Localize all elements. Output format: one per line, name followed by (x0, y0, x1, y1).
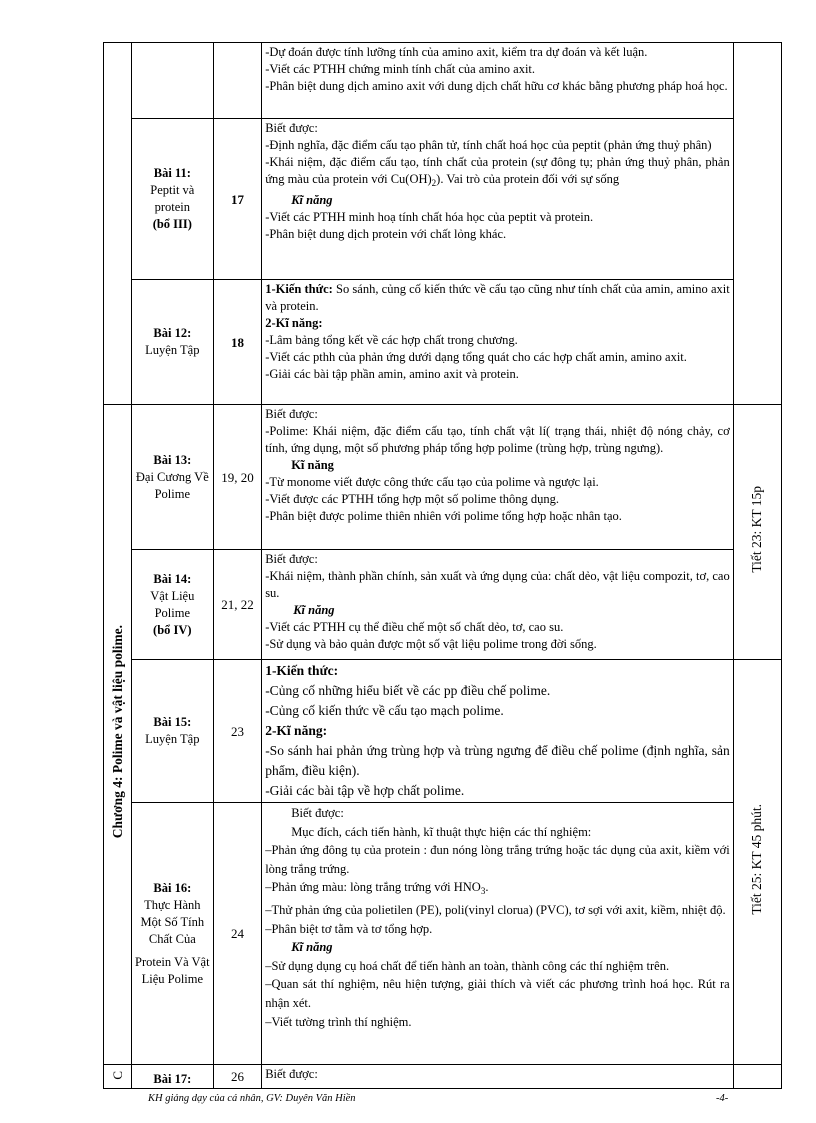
note-cell (733, 405, 781, 660)
subscript: 3 (480, 886, 486, 897)
content-line (265, 154, 730, 192)
skill-heading: Kĩ năng (291, 458, 334, 472)
period-cell: 26 (213, 1065, 261, 1089)
lesson-name: Thực Hành Một Số Tính Chất Của (140, 897, 205, 946)
table-row (104, 1065, 782, 1089)
content-line (265, 281, 730, 315)
content-line: –Thử phản ứng của polietilen (PE), poli(vinyl clorua) (PVC), tơ sợi với axit, kiềm, nhiệt độ. (265, 902, 726, 917)
lesson-name: Luyện Tập (145, 732, 200, 746)
note-text: Tiết 23: KT 15p (749, 486, 765, 573)
lesson-cell (131, 405, 213, 550)
content-line: -Phân biệt dung dịch amino axit với dung dịch chất hữu cơ khác bằng phương pháp hoá học. (265, 79, 728, 93)
lesson-cell (131, 803, 213, 1065)
period-cell: 21, 22 (213, 550, 261, 660)
table-row (104, 550, 782, 660)
lesson-name: Luyện Tập (145, 343, 200, 357)
content-line: -Khái niệm, thành phần chính, sản xuất và ứng dụng của: chất dẻo, vật liệu compozit, tơ, cao su. (265, 569, 730, 600)
note-cell (733, 43, 781, 405)
table-row (104, 280, 782, 405)
lesson-cell (131, 119, 213, 280)
period-cell: 18 (213, 280, 261, 405)
table-row (104, 119, 782, 280)
table-row (104, 803, 782, 1065)
content-cell (262, 1065, 734, 1089)
lesson-title: Bài 13: (153, 452, 192, 467)
subscript: 2 (431, 178, 437, 188)
content-line: -So sánh hai phản ứng trùng hợp và trùng ngưng để điều chế polime (định nghĩa, sản phẩm, điều kiện). (265, 743, 730, 778)
content-line: -Củng cố những hiểu biết về các pp điều chế polime. (265, 683, 551, 698)
lesson-cell (131, 550, 213, 660)
content-line: -Từ monome viết được công thức cấu tạo của polime và ngược lại. (265, 475, 599, 489)
note-cell (733, 660, 781, 1065)
content-line: -Dự đoán được tính lưỡng tính của amino axit, kiểm tra dự đoán và kết luận. (265, 45, 648, 59)
chapter-initial: C (109, 1071, 125, 1080)
lesson-extra: (bổ IV) (153, 622, 192, 637)
lesson-extra: (bổ III) (152, 217, 192, 231)
lesson-cell (131, 43, 213, 119)
content-line: -Định nghĩa, đặc điểm cấu tạo phân tử, tính chất hoá học của peptit (phản ứng thuỷ phân) (265, 138, 712, 152)
content-line (265, 878, 730, 901)
content-line: –Viết tường trình thí nghiệm. (265, 1014, 412, 1029)
page-footer: KH giảng dạy của cá nhân, GV: Duyên Văn Hiền (148, 1093, 356, 1104)
skill-heading: 2-Kĩ năng: (265, 723, 328, 738)
table-row (104, 660, 782, 803)
content-text: ). Vai trò của protein đối với sự sống (436, 172, 620, 186)
intro-text: Biết được: (265, 552, 318, 566)
content-line: Mục đích, cách tiến hành, kĩ thuật thực hiện các thí nghiệm: (291, 824, 592, 839)
content-text: . (485, 880, 489, 895)
content-cell (262, 43, 734, 119)
chapter-cell-previous (104, 43, 132, 405)
period-cell (213, 43, 261, 119)
lesson-title: Bài 12: (153, 326, 192, 340)
content-line: –Phân biệt tơ tằm và tơ tổng hợp. (265, 921, 433, 936)
period-cell: 23 (213, 660, 261, 803)
lesson-name: Đại Cương Về Polime (135, 469, 209, 501)
skill-heading: Kĩ năng (291, 940, 333, 955)
content-line: -Viết các PTHH cụ thể điều chế một số chất dẻo, tơ, cao su. (265, 620, 564, 634)
note-text: Tiết 25: KT 45 phút. (749, 804, 765, 915)
intro-text: Biết được: (265, 407, 318, 421)
lesson-name: Protein Và Vật Liệu Polime (135, 954, 210, 986)
skill-heading: 2-Kĩ năng: (265, 316, 323, 330)
chapter-cell-next (104, 1065, 132, 1089)
intro-text: Biết được: (291, 806, 344, 820)
lesson-name: Peptit và protein (150, 183, 195, 214)
content-cell (262, 550, 734, 660)
period-cell: 24 (213, 803, 261, 1065)
content-line: –Sử dụng dụng cụ hoá chất để tiến hành an toàn, thành công các thí nghiệm trên. (265, 958, 670, 973)
content-line: -Viết các PTHH chứng minh tính chất của amino axit. (265, 62, 536, 76)
content-line: -Phân biệt được polime thiên nhiên với polime tổng hợp hoặc nhân tạo. (265, 509, 622, 523)
content-cell (262, 119, 734, 280)
intro-text: Biết được: (265, 121, 318, 135)
content-cell (262, 660, 734, 803)
content-line: -Củng cố kiến thức về cấu tạo mạch polime. (265, 703, 504, 718)
content-line: -Polime: Khái niệm, đặc điểm cấu tạo, tính chất vật lí( trạng thái, nhiệt độ nóng chảy, cơ tính, ứng dụng, một số phương pháp tổng hợp polime (trùng hợp, trùng ngưng). (265, 424, 730, 455)
lesson-cell (131, 660, 213, 803)
content-cell (262, 405, 734, 550)
chapter-title: Chương 4: Polime và vật liệu polime. (109, 625, 125, 839)
knowledge-heading: 1-Kiến thức: (265, 663, 339, 678)
lesson-cell (131, 280, 213, 405)
table-row (104, 405, 782, 550)
content-line: -Giải các bài tập phần amin, amino axit và protein. (265, 367, 519, 381)
content-line: –Quan sát thí nghiệm, nêu hiện tượng, giải thích và viết các phương trình hoá học. Rút ra nhận xét. (265, 977, 730, 1010)
content-cell (262, 803, 734, 1065)
content-line: -Lâm bảng tổng kết về các hợp chất trong chương. (265, 333, 518, 347)
content-line: -Viết được các PTHH tổng hợp một số polime thông dụng. (265, 492, 560, 506)
knowledge-heading: 1-Kiến thức: (265, 282, 333, 296)
lesson-title: Bài 16: (153, 880, 192, 895)
content-cell (262, 280, 734, 405)
page-number: -4- (716, 1093, 729, 1104)
content-line: -Phân biệt dung dịch protein với chất lỏng khác. (265, 227, 507, 241)
skill-heading: Kĩ năng (293, 603, 335, 617)
lesson-name: Vật Liệu Polime (150, 588, 195, 620)
chapter-cell (104, 405, 132, 1065)
content-line: -Sử dụng và bảo quản được một số vật liệu polime trong đời sống. (265, 637, 597, 651)
content-text: So sánh, củng cố kiến thức về cấu tạo cũng như tính chất của amin, amino axit và protein. (265, 282, 730, 313)
lesson-cell (131, 1065, 213, 1089)
lesson-title: Bài 17: (153, 1072, 192, 1086)
period-cell: 17 (213, 119, 261, 280)
lesson-plan-table (103, 42, 782, 1089)
intro-text: Biết được: (265, 1067, 318, 1081)
content-line: –Phản ứng đông tụ của protein : đun nóng lòng trắng trứng hoặc tác dụng của axit, kiềm với lòng trắng trứng. (265, 843, 730, 876)
content-line: -Giải các bài tập về hợp chất polime. (265, 783, 465, 798)
skill-heading: Kĩ năng (291, 193, 333, 207)
content-text: -Khái niệm, đặc điểm cấu tạo, tính chất của protein (sự đông tụ; phản ứng thuỷ phân, phản ứng màu của protein với Cu(OH) (265, 155, 730, 186)
lesson-title: Bài 14: (153, 571, 192, 586)
period-cell: 19, 20 (213, 405, 261, 550)
content-line: -Viết các pthh của phản ứng dưới dạng tổng quát cho các hợp chất amin, amino axit. (265, 350, 687, 364)
content-text: –Phản ứng màu: lòng trắng trứng với HNO (265, 880, 481, 895)
note-cell (733, 1065, 781, 1089)
lesson-title: Bài 11: (153, 166, 191, 180)
table-row (104, 43, 782, 119)
lesson-title: Bài 15: (153, 715, 192, 729)
content-line: -Viết các PTHH minh hoạ tính chất hóa học của peptit và protein. (265, 210, 594, 224)
